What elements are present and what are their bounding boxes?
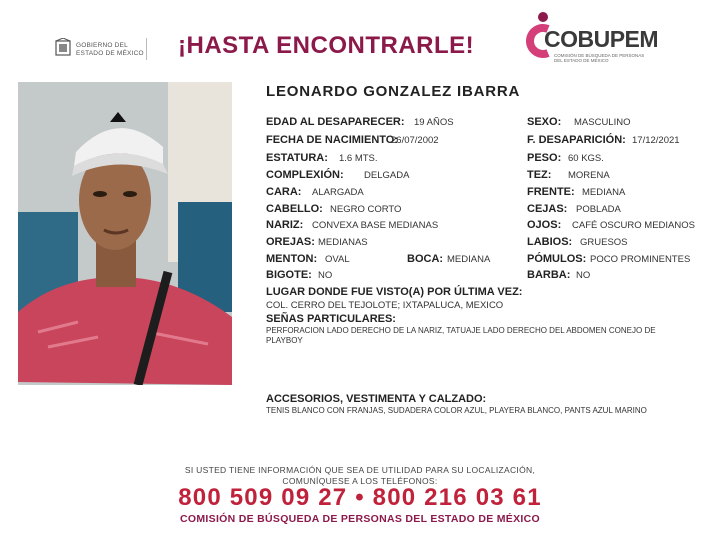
gov-logo-line1: GOBIERNO DEL (76, 42, 128, 49)
cara-value: ALARGADA (312, 187, 364, 198)
edad-label: EDAD AL DESAPARECER: (266, 116, 405, 128)
missing-person-photo (18, 82, 232, 385)
tez-value: MORENA (568, 170, 610, 181)
state-crest-icon (54, 38, 72, 58)
bigote-value: NO (318, 270, 333, 281)
cara-label: CARA: (266, 186, 302, 198)
desaparicion-value: 17/12/2021 (632, 135, 680, 146)
headline: ¡HASTA ENCONTRARLE! (178, 32, 475, 59)
commission-name: COMISIÓN DE BÚSQUEDA DE PERSONAS DEL ESTADO DE MÉXICO (180, 513, 540, 525)
labios-label: LABIOS: (527, 236, 573, 248)
contact-info-line2: COMUNÍQUESE A LOS TELÉFONOS: (282, 476, 438, 486)
tez-label: TEZ: (527, 169, 552, 181)
estatura-label: ESTATURA: (266, 152, 328, 164)
cabello-value: NEGRO CORTO (330, 204, 402, 215)
desaparicion-label: F. DESAPARICIÓN: (527, 134, 626, 146)
nariz-label: NARIZ: (266, 219, 304, 231)
frente-label: FRENTE: (527, 186, 575, 198)
cejas-value: POBLADA (576, 204, 621, 215)
accessories-value: TENIS BLANCO CON FRANJAS, SUDADERA COLOR AZUL, PLAYERA BLANCO, PANTS AZUL MARINO (266, 406, 647, 415)
gobierno-edomex-logo (54, 38, 144, 60)
orejas-label: OREJAS: (266, 236, 315, 248)
labios-value: GRUESOS (580, 237, 628, 248)
estatura-value: 1.6 MTS. (339, 153, 378, 164)
nacimiento-value: 26/07/2002 (391, 135, 439, 146)
cobupem-logo (524, 12, 659, 64)
peso-label: PESO: (527, 152, 562, 164)
menton-value: OVAL (325, 254, 350, 265)
ojos-value: CAFÉ OSCURO MEDIANOS (572, 220, 695, 231)
nacimiento-label: FECHA DE NACIMIENTO: (266, 134, 398, 146)
barba-label: BARBA: (527, 269, 571, 281)
orejas-value: MEDIANAS (318, 237, 368, 248)
last-seen-value: COL. CERRO DEL TEJOLOTE; IXTAPALUCA, MEXICO (266, 300, 504, 311)
nariz-value: CONVEXA BASE MEDIANAS (312, 220, 439, 231)
marks-value: PERFORACION LADO DERECHO DE LA NARIZ, TATUAJE LADO DERECHO DEL ABDOMEN CONEJO DE PLAYBOY (266, 326, 656, 345)
cabello-label: CABELLO: (266, 203, 323, 215)
cobupem-subtitle: COMISIÓN DE BÚSQUEDA DE PERSONAS DEL ESTADO DE MÉXICO (554, 53, 645, 63)
marks-label: SEÑAS PARTICULARES: (266, 313, 396, 325)
gov-logo-line2: ESTADO DE MÉXICO (76, 50, 144, 57)
barba-value: NO (576, 270, 591, 281)
complexion-label: COMPLEXIÓN: (266, 169, 344, 181)
peso-value: 60 KGS. (568, 153, 604, 164)
cobupem-name: COBUPEM (544, 26, 659, 52)
sexo-value: MASCULINO (574, 117, 631, 128)
cejas-label: CEJAS: (527, 203, 568, 215)
pomulos-value: POCO PROMINENTES (590, 254, 691, 265)
contact-info-line1: SI USTED TIENE INFORMACIÓN QUE SEA DE UTILIDAD PARA SU LOCALIZACIÓN, (184, 465, 536, 475)
last-seen-label: LUGAR DONDE FUE VISTO(A) POR ÚLTIMA VEZ: (266, 286, 523, 298)
boca-label: BOCA: (407, 253, 444, 265)
bigote-label: BIGOTE: (266, 269, 312, 281)
header-divider (146, 38, 147, 60)
menton-label: MENTON: (266, 253, 318, 265)
phone-numbers: 800 509 09 27 • 800 216 03 61 (178, 484, 542, 511)
boca-value: MEDIANA (447, 254, 491, 265)
pomulos-label: PÓMULOS: (527, 253, 587, 265)
ojos-label: OJOS: (527, 219, 562, 231)
edad-value: 19 AÑOS (414, 117, 454, 128)
person-name: LEONARDO GONZALEZ IBARRA (266, 83, 521, 100)
accessories-label: ACCESORIOS, VESTIMENTA Y CALZADO: (266, 393, 487, 405)
sexo-label: SEXO: (527, 116, 562, 128)
frente-value: MEDIANA (582, 187, 626, 198)
complexion-value: DELGADA (364, 170, 410, 181)
